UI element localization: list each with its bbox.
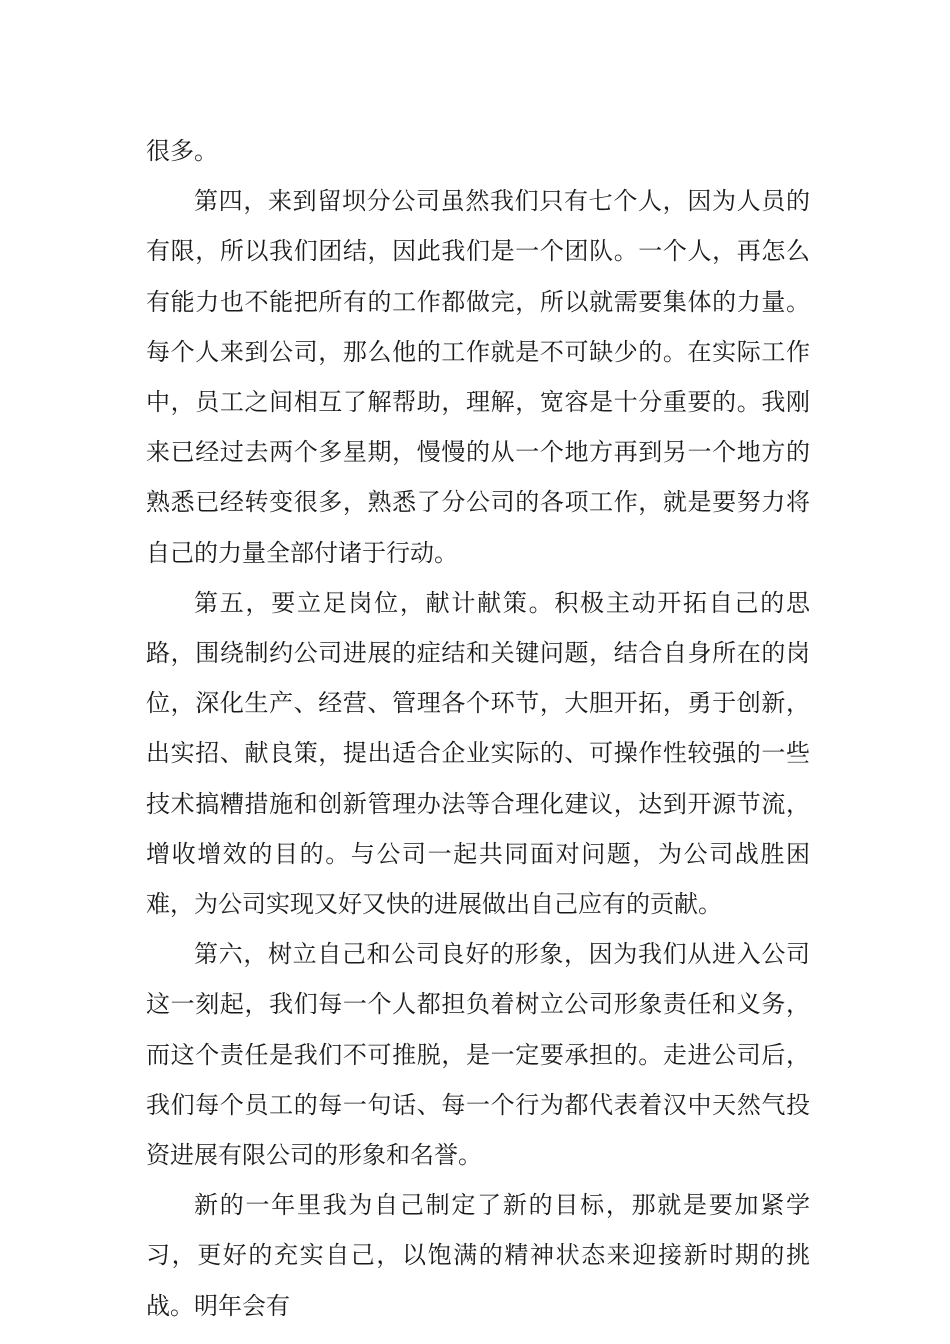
document-body <box>146 126 810 1331</box>
paragraph-new-year-goals: 新的一年里我为自己制定了新的目标，那就是要加紧学习，更好的充实自己，以饱满的精神状态来迎接新时期的挑战。明年会有 <box>146 1191 810 1320</box>
paragraph-continuation: 很多。 <box>146 137 218 165</box>
paragraph-sixth: 第六，树立自己和公司良好的形象，因为我们从进入公司这一刻起，我们每一个人都担负着树立公司形象责任和义务，而这个责任是我们不可推脱，是一定要承担的。走进公司后，我们每个员工的每一句话、每一个行为都代表着汉中天然气投资进展有限公司的形象和名誉。 <box>146 940 810 1170</box>
paragraph-fifth: 第五，要立足岗位，献计献策。积极主动开拓自己的思路，围绕制约公司进展的症结和关键问题，结合自身所在的岗位，深化生产、经营、管理各个环节，大胆开拓，勇于创新，出实招、献良策，提出适合企业实际的、可操作性较强的一些技术搞糟措施和创新管理办法等合理化建议，达到开源节流，增收增效的目的。与公司一起共同面对问题，为公司战胜困难，为公司实现又好又快的进展做出自己应有的贡献。 <box>146 588 810 919</box>
paragraph-fourth: 第四，来到留坝分公司虽然我们只有七个人，因为人员的有限，所以我们团结，因此我们是一个团队。一个人，再怎么有能力也不能把所有的工作都做完，所以就需要集体的力量。每个人来到公司，那么他的工作就是不可缺少的。在实际工作中，员工之间相互了解帮助，理解，宽容是十分重要的。我刚来已经过去两个多星期，慢慢的从一个地方再到另一个地方的熟悉已经转变很多，熟悉了分公司的各项工作，就是要努力将自己的力量全部付诸于行动。 <box>146 187 810 567</box>
